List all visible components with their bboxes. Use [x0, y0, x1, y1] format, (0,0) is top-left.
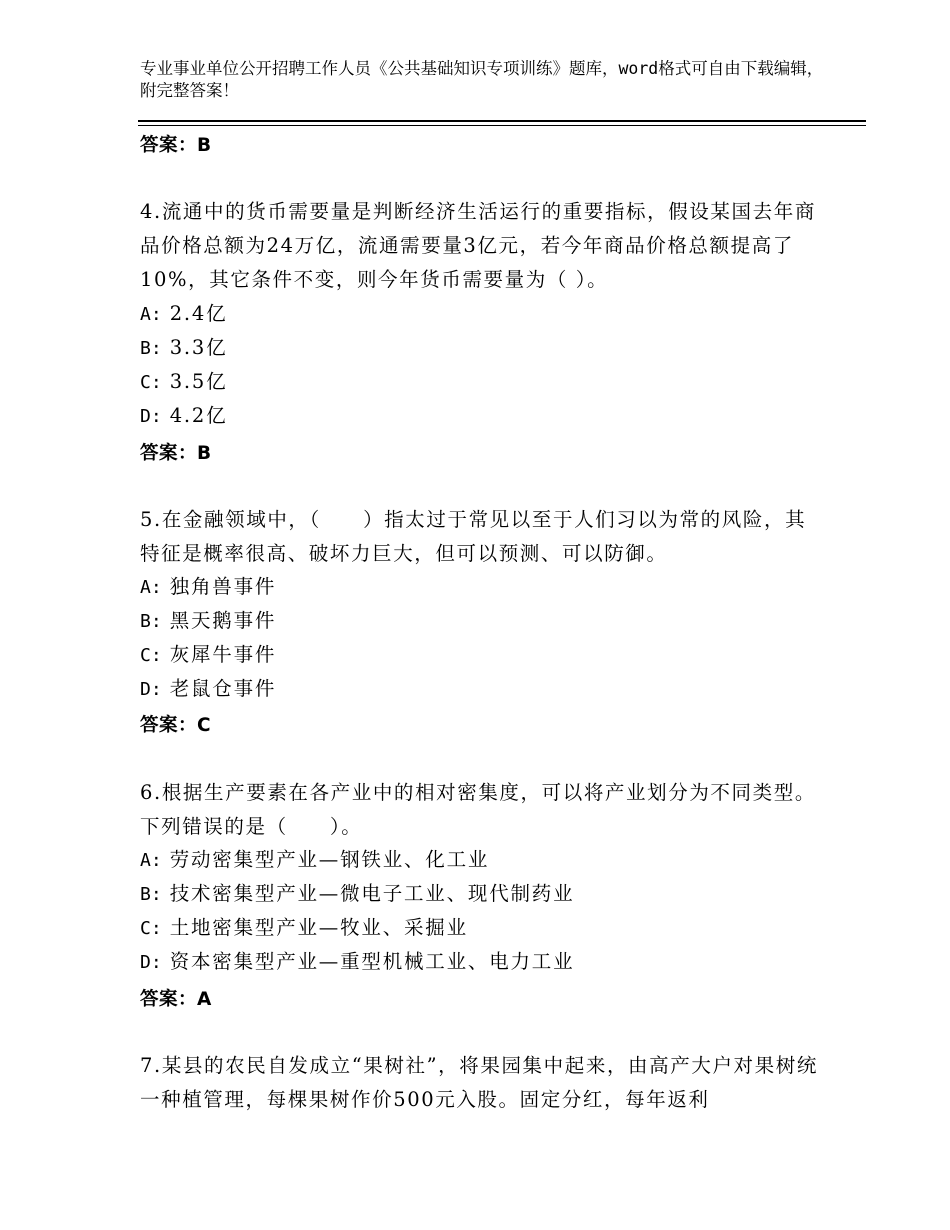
answer-prefix: 答案： — [140, 135, 198, 156]
question-4 — [140, 195, 820, 297]
question-text: 在金融领域中，（ ）指太过于常见以至于人们习以为常的风险，其特征是概率很高、破坏力巨大，但可以预测、可以防御。 — [140, 508, 807, 565]
option-key: B: — [140, 884, 162, 905]
answer-prefix: 答案： — [140, 443, 198, 464]
option-text: 资本密集型产业—重型机械工业、电力工业 — [169, 950, 575, 973]
question-number: 5. — [140, 508, 162, 531]
question-6-option-b — [140, 882, 574, 907]
answer-value: C — [197, 715, 212, 736]
option-text: 技术密集型产业—微电子工业、现代制药业 — [169, 882, 575, 905]
option-key: C: — [140, 645, 162, 666]
option-key: D: — [140, 679, 162, 700]
option-text: 3.3亿 — [169, 336, 228, 359]
answer-prefix: 答案： — [140, 989, 198, 1010]
question-5-option-d — [140, 677, 276, 702]
prev-answer — [140, 131, 212, 157]
option-text: 土地密集型产业—牧业、采掘业 — [169, 916, 468, 939]
question-number: 7. — [140, 1054, 162, 1077]
option-text: 3.5亿 — [169, 370, 228, 393]
option-text: 劳动密集型产业—钢铁业、化工业 — [169, 848, 490, 871]
question-text: 根据生产要素在各产业中的相对密集度，可以将产业划分为不同类型。下列错误的是（ ）。 — [140, 781, 816, 838]
question-4-option-d — [140, 404, 227, 429]
option-key: A: — [140, 850, 162, 871]
option-key: A: — [140, 304, 162, 325]
option-key: A: — [140, 577, 162, 598]
answer-prefix: 答案： — [140, 715, 198, 736]
question-text: 某县的农民自发成立“果树社”，将果园集中起来，由高产大户对果树统一种植管理，每棵果树作价500元入股。固定分红，每年返利 — [140, 1054, 818, 1111]
option-text: 2.4亿 — [169, 302, 228, 325]
answer-value: A — [197, 989, 212, 1010]
question-text: 流通中的货币需要量是判断经济生活运行的重要指标，假设某国去年商品价格总额为24万亿，流通需要量3亿元，若今年商品价格总额提高了10%，其它条件不变，则今年货币需要量为（ ）。 — [140, 200, 816, 291]
page-header: 专业事业单位公开招聘工作人员《公共基础知识专项训练》题库，word格式可自由下载编辑，附完整答案！ — [140, 59, 824, 100]
question-6-option-d — [140, 950, 574, 975]
question-4-answer — [140, 439, 212, 465]
header-rule-thin — [138, 125, 866, 126]
question-6 — [140, 776, 820, 844]
option-key: D: — [140, 406, 162, 427]
question-4-option-b — [140, 336, 227, 361]
option-key: D: — [140, 952, 162, 973]
question-4-option-a — [140, 302, 227, 327]
header-rule-thick — [138, 120, 866, 122]
question-6-answer — [140, 985, 212, 1011]
question-6-option-a — [140, 848, 489, 873]
option-text: 黑天鹅事件 — [169, 609, 277, 632]
option-text: 独角兽事件 — [169, 575, 277, 598]
option-key: B: — [140, 611, 162, 632]
option-key: C: — [140, 918, 162, 939]
option-text: 4.2亿 — [169, 404, 228, 427]
answer-value: B — [197, 135, 212, 156]
question-5-option-b — [140, 609, 276, 634]
question-5-option-c — [140, 643, 276, 668]
answer-value: B — [197, 443, 212, 464]
option-key: C: — [140, 372, 162, 393]
option-text: 灰犀牛事件 — [169, 643, 277, 666]
option-key: B: — [140, 338, 162, 359]
option-text: 老鼠仓事件 — [169, 677, 277, 700]
question-4-option-c — [140, 370, 227, 395]
question-5-option-a — [140, 575, 276, 600]
question-6-option-c — [140, 916, 468, 941]
question-5 — [140, 503, 820, 571]
question-number: 4. — [140, 200, 162, 223]
question-7 — [140, 1049, 820, 1117]
question-5-answer — [140, 711, 211, 737]
question-number: 6. — [140, 781, 162, 804]
